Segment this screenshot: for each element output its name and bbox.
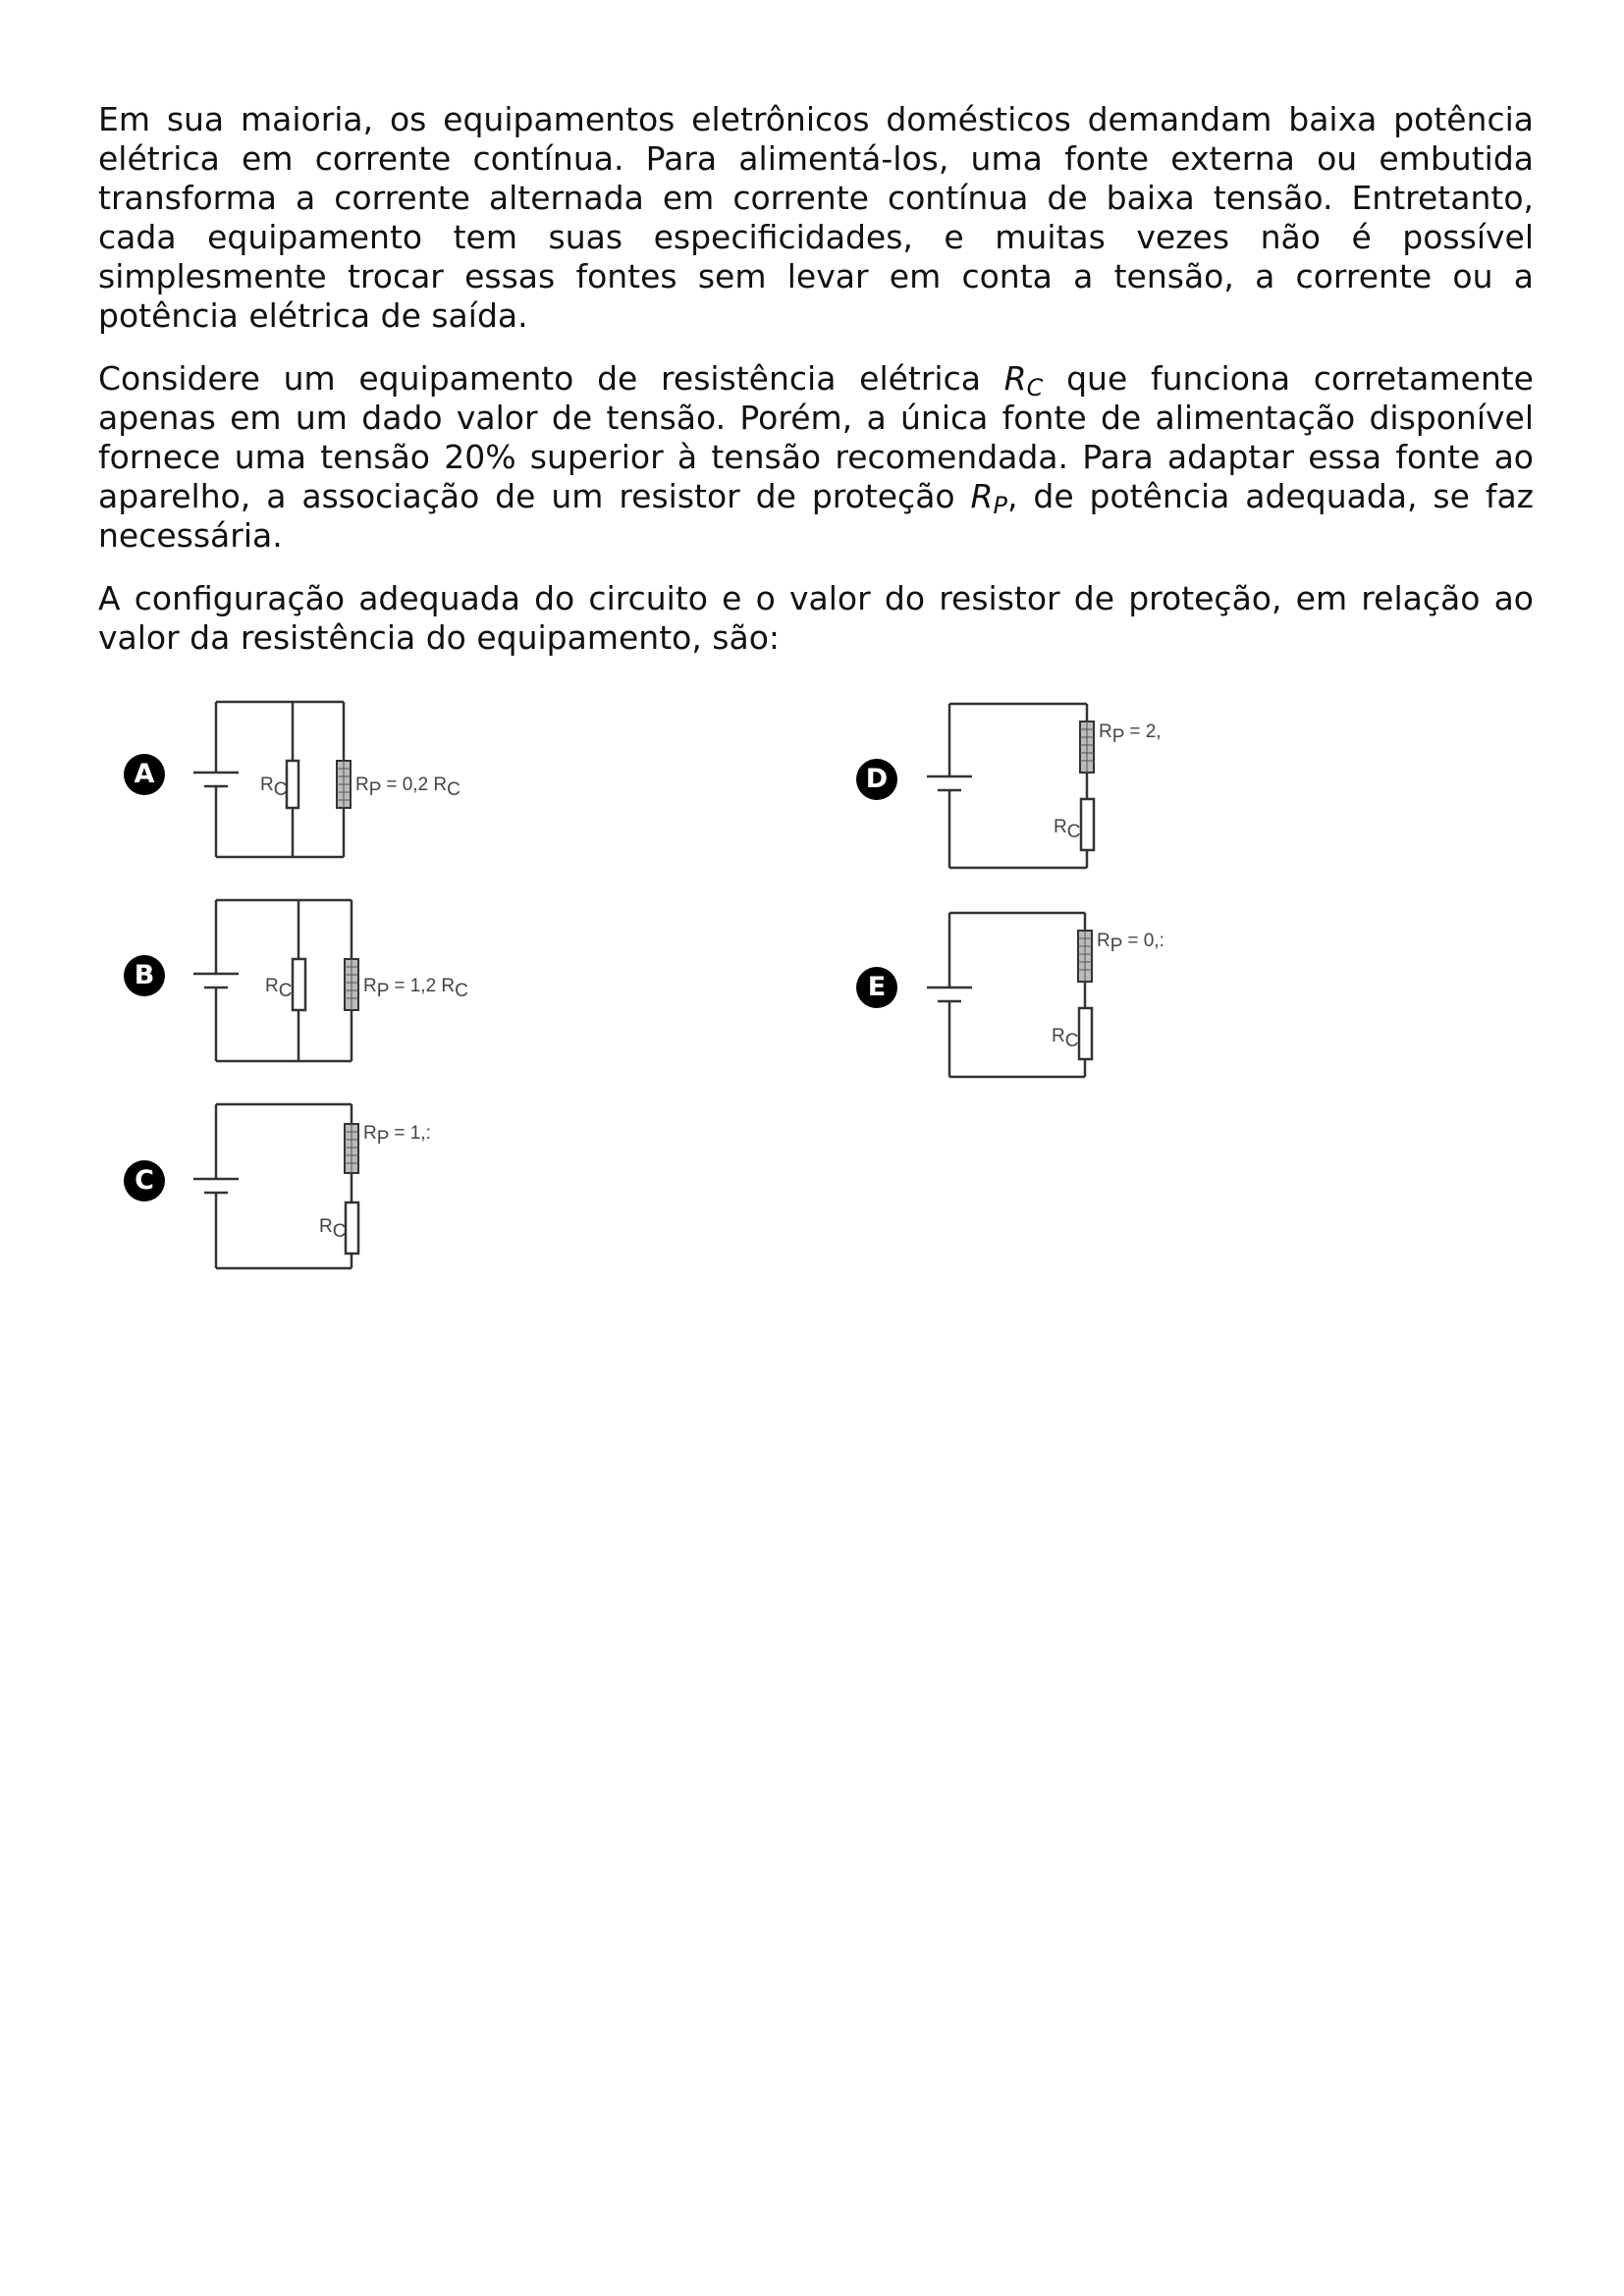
- rp-label: RP = 1,:: [363, 1123, 431, 1148]
- circuit-diagram-c: [172, 1095, 466, 1276]
- rc-label: RC: [1054, 817, 1081, 842]
- rp-symbol: $R_P$: [970, 477, 1007, 519]
- circuit-diagram-e: [905, 903, 1200, 1085]
- option-letter-badge: A: [124, 754, 165, 795]
- option-letter-badge: C: [124, 1160, 165, 1201]
- intro-paragraph: Em sua maioria, os equipamentos eletrônicos domésticos demandam baixa potência elétrica em corrente contínua. Para alimentá-los, uma fonte externa ou embutida transforma a corrente alternada em corrente contínua de baixa tensão. Entretanto, cada equipamento tem suas especificidades, e muitas vezes não é possível simplesmente trocar essas fontes sem levar em conta a tensão, a corrente ou a potência elétrica de saída.: [98, 100, 1534, 335]
- question-prompt: A configuração adequada do circuito e o valor do resistor de proteção, em relação ao valor da resistência do equipamento, são:: [98, 579, 1534, 657]
- rc-label: RC: [265, 976, 293, 1001]
- rc-label: RC: [1052, 1026, 1079, 1051]
- context-text-1: Considere um equipamento de resistência elétrica: [98, 359, 1004, 398]
- rc-symbol: $R_C$: [1003, 359, 1044, 401]
- option-letter-badge: D: [856, 759, 897, 800]
- context-paragraph: [98, 359, 1534, 556]
- rp-label: RP = 1,2 RC: [363, 976, 468, 1001]
- rc-label: RC: [319, 1216, 347, 1242]
- option-letter-badge: E: [856, 967, 897, 1008]
- rc-label: RC: [260, 774, 288, 800]
- rp-label: RP = 0,:: [1097, 931, 1164, 956]
- circuit-diagram-d: [905, 694, 1200, 876]
- option-letter-badge: B: [124, 955, 165, 996]
- circuit-diagram-b: [172, 890, 486, 1062]
- rp-label: RP = 0,2 RC: [355, 774, 460, 800]
- circuit-diagram-a: [172, 692, 486, 864]
- context-text-3: , de potência adequada, se faz necessária.: [98, 477, 1535, 555]
- rp-label: RP = 2,: [1099, 721, 1162, 747]
- context-text-2: que funciona corretamente apenas em um dado valor de tensão. Porém, a única fonte de alimentação disponível fornece uma tensão 20% superior à tensão recomendada. Para adaptar essa fonte ao aparelho, a associação de um resistor de proteção: [98, 359, 1534, 515]
